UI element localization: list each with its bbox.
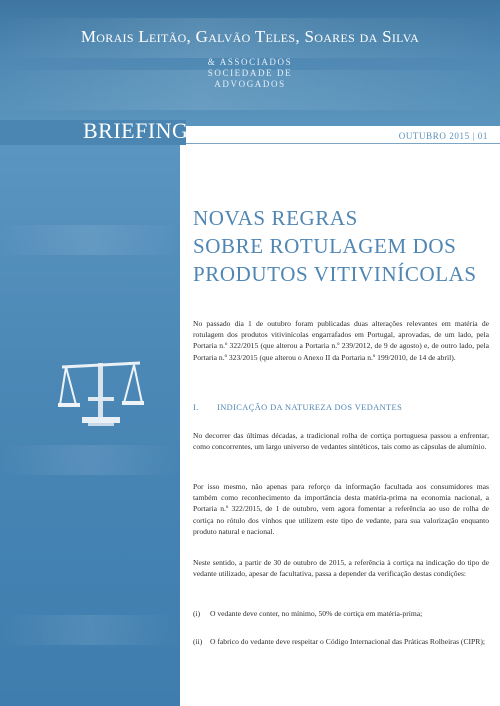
condition-label: (ii): [193, 637, 203, 646]
side-panel: [0, 145, 180, 706]
scales-of-justice-icon: [56, 359, 146, 431]
condition-item: [193, 636, 489, 647]
section-heading: [193, 403, 402, 412]
firm-subtitle-line-1: & ASSOCIADOS: [207, 57, 293, 67]
condition-text: O fabrico do vedante deve respeitar o Código Internacional das Práticas Rolheiras (CIPR);: [210, 637, 485, 646]
article-title: [193, 204, 477, 288]
firm-name: Morais Leitão, Galvão Teles, Soares da Silva: [80, 27, 420, 46]
firm-subtitle-line-2: SOCIEDADE DE: [207, 68, 293, 78]
condition-label: (i): [193, 609, 201, 618]
paragraph: Por isso mesmo, não apenas para reforço da informação facultada aos consumidores mas também como reconhecimento da importância desta matéria-prima na economia nacional, a Portaria n.º 322/2015, de 1 de outubro, vem agora fomentar a referência ao uso de rolha de cortiça no rótulo dos vinhos que utilizem este tipo de vedante, para sua valorização enquanto produto natural e nacional.: [193, 482, 489, 536]
intro-paragraph: No passado dia 1 de outubro foram publicadas duas alterações relevantes em matéria de rotulagem dos produtos vitivinícolas engarrafados em Portugal, aprovadas, de um lado, pela Portaria n.º 322/2015 (que alterou a Portaria n.º 239/2012, de 9 de agosto) e, de outro lado, pela Portaria n.º 323/2015 (que alterou o Anexo II da Portaria n.º 199/2010, de 14 de abril).: [193, 319, 489, 362]
condition-item: [193, 608, 489, 619]
issue-date: OUTUBRO 2015 | 01: [398, 131, 488, 141]
briefing-label: BRIEFING: [83, 118, 189, 143]
condition-text: O vedante deve conter, no mínimo, 50% de cortiça em matéria-prima;: [210, 609, 423, 618]
article-title-line-3: PRODUTOS VITIVINÍCOLAS: [193, 262, 477, 286]
article-title-line-1: NOVAS REGRAS: [193, 206, 358, 230]
firm-subtitle-line-3: ADVOGADOS: [214, 79, 286, 89]
panel-texture: [0, 615, 180, 645]
panel-texture: [0, 445, 180, 475]
header-banner: [0, 0, 500, 126]
article-title-line-2: SOBRE ROTULAGEM DOS: [193, 234, 457, 258]
header-rule: [186, 143, 500, 144]
section-number: I.: [193, 403, 199, 412]
paragraph: Neste sentido, a partir de 30 de outubro de 2015, a referência à cortiça na indicação do tipo de vedante utilizado, apesar de facultativa, passa a depender da verificação destas condições:: [193, 558, 489, 579]
panel-texture: [0, 225, 180, 255]
paragraph: No decorrer das últimas décadas, a tradicional rolha de cortiça portuguesa passou a enfrentar, como concorrentes, um largo universo de vedantes sintéticos, tais como as cápsulas de alumínio.: [193, 431, 489, 452]
section-title: INDICAÇÃO DA NATUREZA DOS VEDANTES: [217, 403, 403, 412]
